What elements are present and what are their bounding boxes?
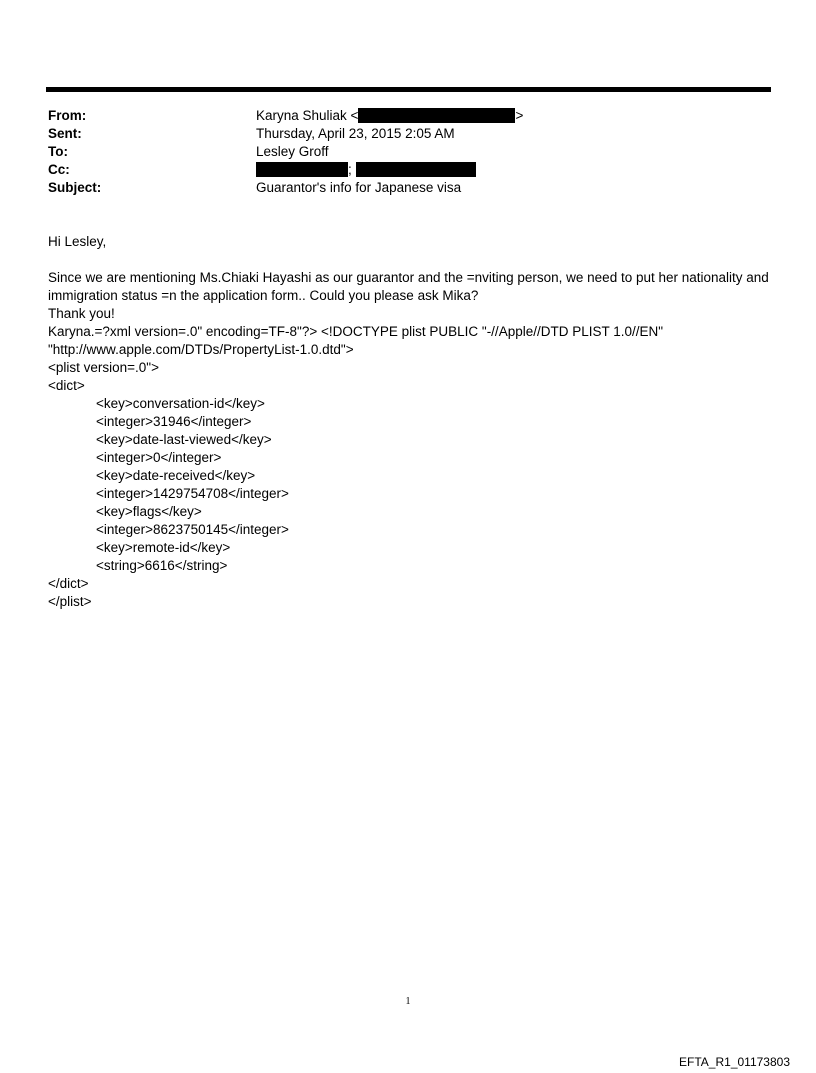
from-name: Karyna Shuliak < [256,108,359,123]
sent-row [48,125,768,143]
sent-label: Sent: [48,126,82,141]
to-label: To: [48,144,68,159]
cc-label: Cc: [48,162,70,177]
dict-entry: <key>remote-id</key> [96,540,231,555]
dict-entry: <string>6616</string> [96,558,228,573]
from-value [256,107,523,125]
to-value: Lesley Groff [256,144,329,159]
subject-label: Subject: [48,180,102,195]
plist-dtd-line: "http://www.apple.com/DTDs/PropertyList-1.0.dtd"> [48,342,354,357]
greeting: Hi Lesley, [48,234,107,249]
dict-close-line: </dict> [48,576,89,591]
dict-entry: <key>conversation-id</key> [96,396,265,411]
plist-close-line: </plist> [48,594,92,609]
dict-entry: <key>date-last-viewed</key> [96,432,272,447]
sent-value: Thursday, April 23, 2015 2:05 AM [256,126,455,141]
from-close: > [515,108,524,123]
from-label: From: [48,108,87,123]
dict-entry: <key>flags</key> [96,504,202,519]
cc-separator: ; [348,162,352,177]
thanks-line: Thank you! [48,306,115,321]
dict-entry: <key>date-received</key> [96,468,256,483]
body-paragraph-line-2: immigration status =n the application form.. Could you please ask Mika? [48,288,479,303]
to-row [48,143,768,161]
dict-open-line: <dict> [48,378,85,393]
plist-open-line: <plist version=.0"> [48,360,159,375]
subject-value: Guarantor's info for Japanese visa [256,180,462,195]
email-header [48,107,768,197]
dict-entry: <integer>31946</integer> [96,414,252,429]
dict-entry: <integer>8623750145</integer> [96,522,289,537]
redacted-cc-2 [356,162,476,177]
redacted-cc-1 [256,162,348,177]
cc-row [48,161,768,179]
bates-number: EFTA_R1_01173803 [679,1055,790,1069]
redacted-from-email [358,108,515,123]
plist-header-line: Karyna.=?xml version=.0" encoding=TF-8"?> <!DOCTYPE plist PUBLIC "-//Apple//DTD PLIST 1.0//EN" [48,324,664,339]
dict-entry: <integer>1429754708</integer> [96,486,289,501]
subject-row [48,179,768,197]
email-body [48,233,778,611]
cc-value [256,161,476,179]
header-divider [46,87,771,92]
dict-entry: <integer>0</integer> [96,450,222,465]
page-number: 1 [405,996,411,1007]
body-paragraph-line-1: Since we are mentioning Ms.Chiaki Hayashi as our guarantor and the =nviting person, we need to put her nationality and [48,270,769,285]
from-row [48,107,768,125]
